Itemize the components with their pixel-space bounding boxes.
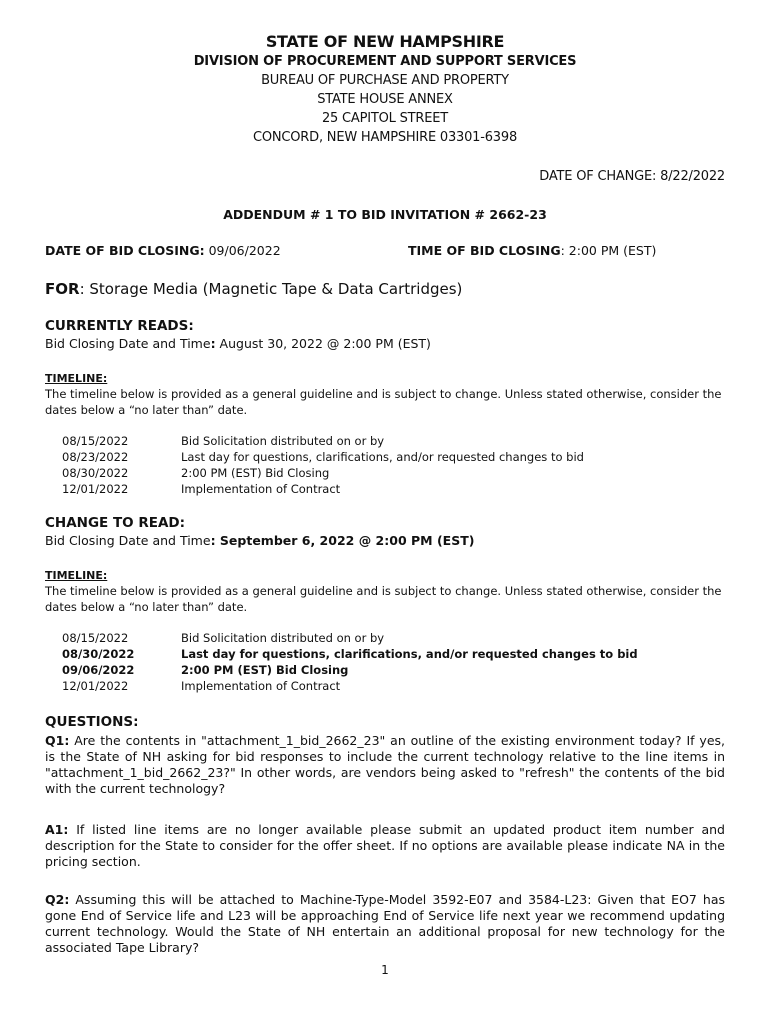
q2-text: Assuming this will be attached to Machine-Type-Model 3592-E07 and 3584-L23: Given that EO7 has gone End of Service life and L23 will be approaching End of Service life next year we recommend updating current technology. Would the State of NH entertain an additional proposal for new technology for the associated Tape Library? [45, 892, 725, 955]
timeline-event: Last day for questions, clarifications, and/or requested changes to bid [181, 647, 638, 661]
q1-label: Q1: [45, 733, 70, 748]
timeline-event: Bid Solicitation distributed on or by [181, 631, 385, 645]
change-to-read-title: CHANGE TO READ: [45, 515, 186, 531]
timeline-date: 09/06/2022 [62, 663, 135, 677]
timeline-event: 2:00 PM (EST) Bid Closing [181, 466, 330, 480]
timeline-date: 08/23/2022 [62, 450, 129, 464]
timeline-date: 08/30/2022 [62, 647, 135, 661]
timeline-text-current: The timeline below is provided as a general guideline and is subject to change. Unless stated otherwise, consider the dates below a “no later than” date. [45, 387, 722, 417]
timeline-date: 12/01/2022 [62, 482, 129, 496]
a1-label: A1: [45, 822, 69, 837]
change-to-read-label: Bid Closing Date and Time [45, 533, 211, 548]
currently-reads-colon: : [210, 336, 216, 351]
for-value: : Storage Media (Magnetic Tape & Data Cartridges) [79, 280, 463, 298]
bid-closing-date-value: 09/06/2022 [204, 243, 281, 258]
header-division: DIVISION OF PROCUREMENT AND SUPPORT SERVICES [193, 54, 577, 69]
timeline-event: 2:00 PM (EST) Bid Closing [181, 663, 349, 677]
timeline-event: Bid Solicitation distributed on or by [181, 434, 385, 448]
table-row [62, 662, 702, 678]
timeline-text-change: The timeline below is provided as a general guideline and is subject to change. Unless stated otherwise, consider the dates below a “no later than” date. [45, 584, 722, 614]
table-row [62, 481, 702, 497]
header-city: CONCORD, NEW HAMPSHIRE 03301-6398 [252, 130, 518, 145]
table-row [62, 449, 702, 465]
timeline-date: 08/15/2022 [62, 631, 129, 645]
table-row [62, 678, 702, 694]
for-label: FOR [45, 280, 80, 298]
bid-closing-date-label: DATE OF BID CLOSING: [45, 243, 205, 258]
answer-1 [45, 822, 725, 870]
bid-closing-time-label: TIME OF BID CLOSING [408, 243, 561, 258]
header-state: STATE OF NEW HAMPSHIRE [265, 32, 505, 51]
header-bureau: BUREAU OF PURCHASE AND PROPERTY [261, 73, 509, 88]
table-row [62, 433, 702, 449]
for-line [45, 280, 462, 298]
timeline-date: 08/30/2022 [62, 466, 129, 480]
table-row [62, 465, 702, 481]
q2-label: Q2: [45, 892, 70, 907]
page-number: 1 [381, 963, 389, 977]
questions-title: QUESTIONS: [45, 714, 139, 730]
change-to-read-value: : September 6, 2022 @ 2:00 PM (EST) [210, 533, 475, 548]
question-2 [45, 892, 725, 956]
bid-closing-time-value: : 2:00 PM (EST) [560, 243, 657, 258]
timeline-title-current: TIMELINE: [45, 372, 108, 385]
currently-reads-title: CURRENTLY READS: [45, 318, 194, 334]
addendum-title: ADDENDUM # 1 TO BID INVITATION # 2662-23 [223, 207, 547, 222]
header-street: 25 CAPITOL STREET [321, 111, 449, 126]
a1-text: If listed line items are no longer available please submit an updated product item number and description for the State to consider for the offer sheet. If no options are available please indicate NA in the pricing section. [45, 822, 725, 869]
question-1 [45, 733, 725, 797]
currently-reads-closing [45, 336, 431, 351]
bid-closing-date [45, 243, 281, 258]
table-row [62, 630, 702, 646]
date-of-change: DATE OF CHANGE: 8/22/2022 [539, 169, 725, 184]
timeline-title-change: TIMELINE: [45, 569, 108, 582]
timeline-event: Implementation of Contract [181, 482, 341, 496]
timeline-date: 12/01/2022 [62, 679, 129, 693]
timeline-event: Last day for questions, clarifications, and/or requested changes to bid [181, 450, 584, 464]
change-to-read-closing [45, 533, 474, 548]
timeline-date: 08/15/2022 [62, 434, 129, 448]
currently-reads-label: Bid Closing Date and Time [45, 336, 211, 351]
bid-closing-time [408, 243, 656, 258]
currently-reads-value: August 30, 2022 @ 2:00 PM (EST) [215, 336, 431, 351]
header-building: STATE HOUSE ANNEX [317, 92, 453, 107]
table-row [62, 646, 702, 662]
timeline-event: Implementation of Contract [181, 679, 341, 693]
q1-text: Are the contents in "attachment_1_bid_2662_23" an outline of the existing environment today? If yes, is the State of NH asking for bid responses to include the current technology relative to the line items in "attachment_1_bid_2662_23?" In other words, are vendors being asked to "refresh" the contents of the bid with the current technology? [45, 733, 725, 796]
